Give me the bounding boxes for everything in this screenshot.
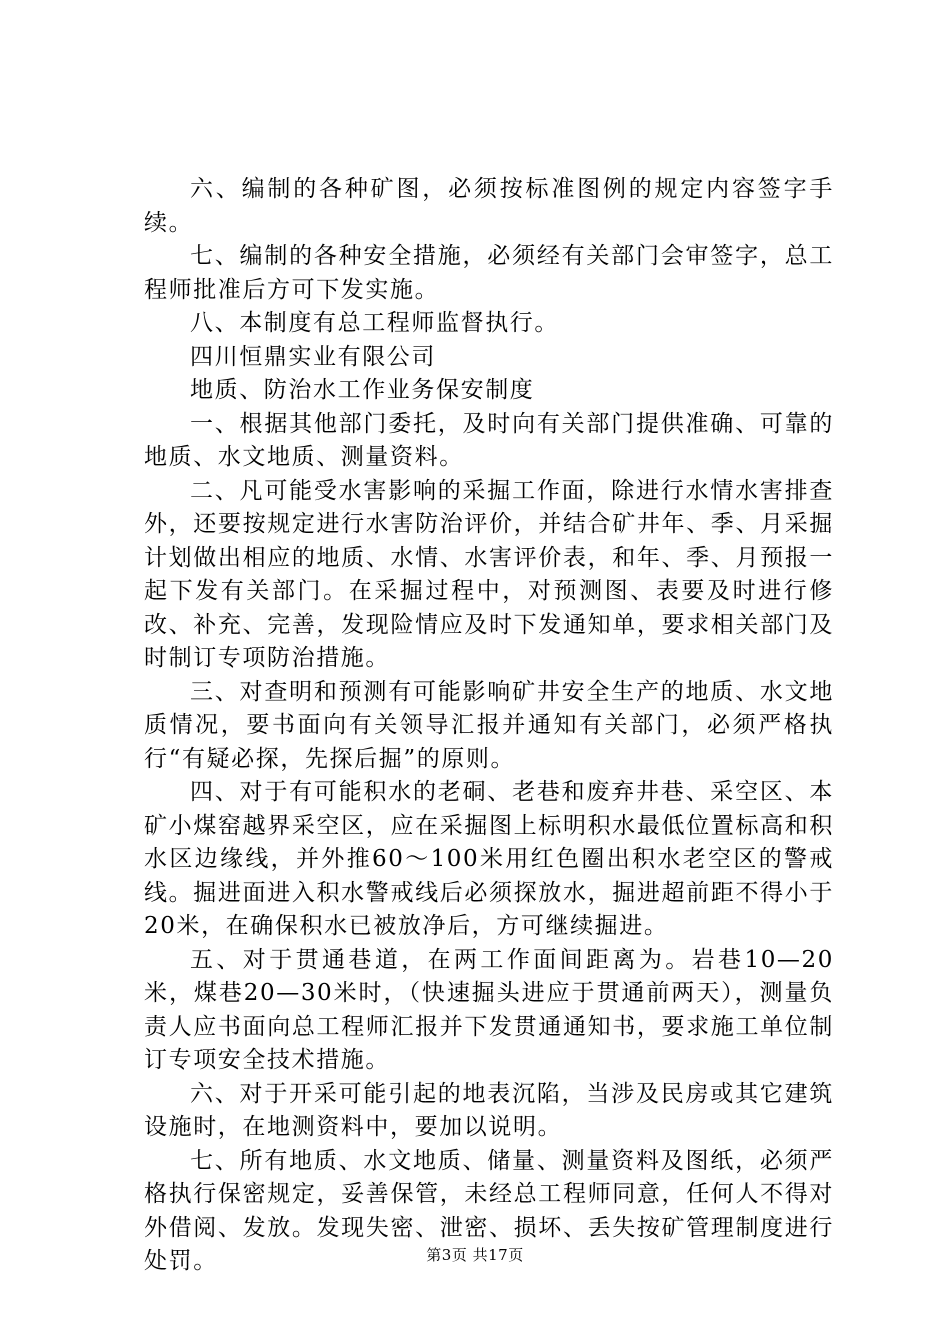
document-body — [144, 173, 834, 1279]
paragraph-safety-measures: 七、编制的各种安全措施，必须经有关部门会审签字，总工程师批准后方可下发实施。 — [144, 243, 834, 303]
paragraph-item-7: 七、所有地质、水文地质、储量、测量资料及图纸，必须严格执行保密规定，妥善保管，未经总工程师同意，任何人不得对外借阅、发放。发现失密、泄密、损坏、丢失按矿管理制度进行处罚。 — [144, 1147, 834, 1274]
paragraph-item-5: 五、对于贯通巷道，在两工作面间距离为。岩巷10—20米，煤巷20—30米时，（快速掘头进应于贯通前两天），测量负责人应书面向总工程师汇报并下发贯通通知书，要求施工单位制订专项安全技术措施。 — [144, 946, 834, 1073]
paragraph-supervision: 八、本制度有总工程师监督执行。 — [190, 310, 559, 336]
paragraph-item-6: 六、对于开采可能引起的地表沉陷，当涉及民房或其它建筑设施时，在地测资料中，要加以说明。 — [144, 1080, 834, 1140]
paragraph-item-2: 二、凡可能受水害影响的采掘工作面，除进行水情水害排查外，还要按规定进行水害防治评价，并结合矿井年、季、月采掘计划做出相应的地质、水情、水害评价表，和年、季、月预报一起下发有关部门。在采掘过程中，对预测图、表要及时进行修改、补充、完善，发现险情应及时下发通知单，要求相关部门及时制订专项防治措施。 — [144, 477, 834, 671]
paragraph-item-4: 四、对于有可能积水的老硐、老巷和废弃井巷、采空区、本矿小煤窑越界采空区，应在采掘图上标明积水最低位置标高和积水区边缘线，并外推60～100米用红色圈出积水老空区的警戒线。掘进面进入积水警戒线后必须探放水，掘进超前距不得小于20米，在确保积水已被放净后，方可继续掘进。 — [144, 779, 834, 939]
paragraph-item-3: 三、对查明和预测有可能影响矿井安全生产的地质、水文地质情况，要书面向有关领导汇报并通知有关部门，必须严格执行“有疑必探，先探后掘”的原则。 — [144, 678, 834, 772]
company-name: 四川恒鼎实业有限公司 — [190, 343, 436, 370]
page-footer: 第3页 共17页 — [426, 1246, 524, 1264]
section-title: 地质、防治水工作业务保安制度 — [190, 377, 535, 403]
paragraph-item-1: 一、根据其他部门委托，及时向有关部门提供准确、可靠的地质、水文地质、测量资料。 — [144, 410, 834, 470]
paragraph-drawing-signoff: 六、编制的各种矿图，必须按标准图例的规定内容签字手续。 — [144, 176, 834, 236]
